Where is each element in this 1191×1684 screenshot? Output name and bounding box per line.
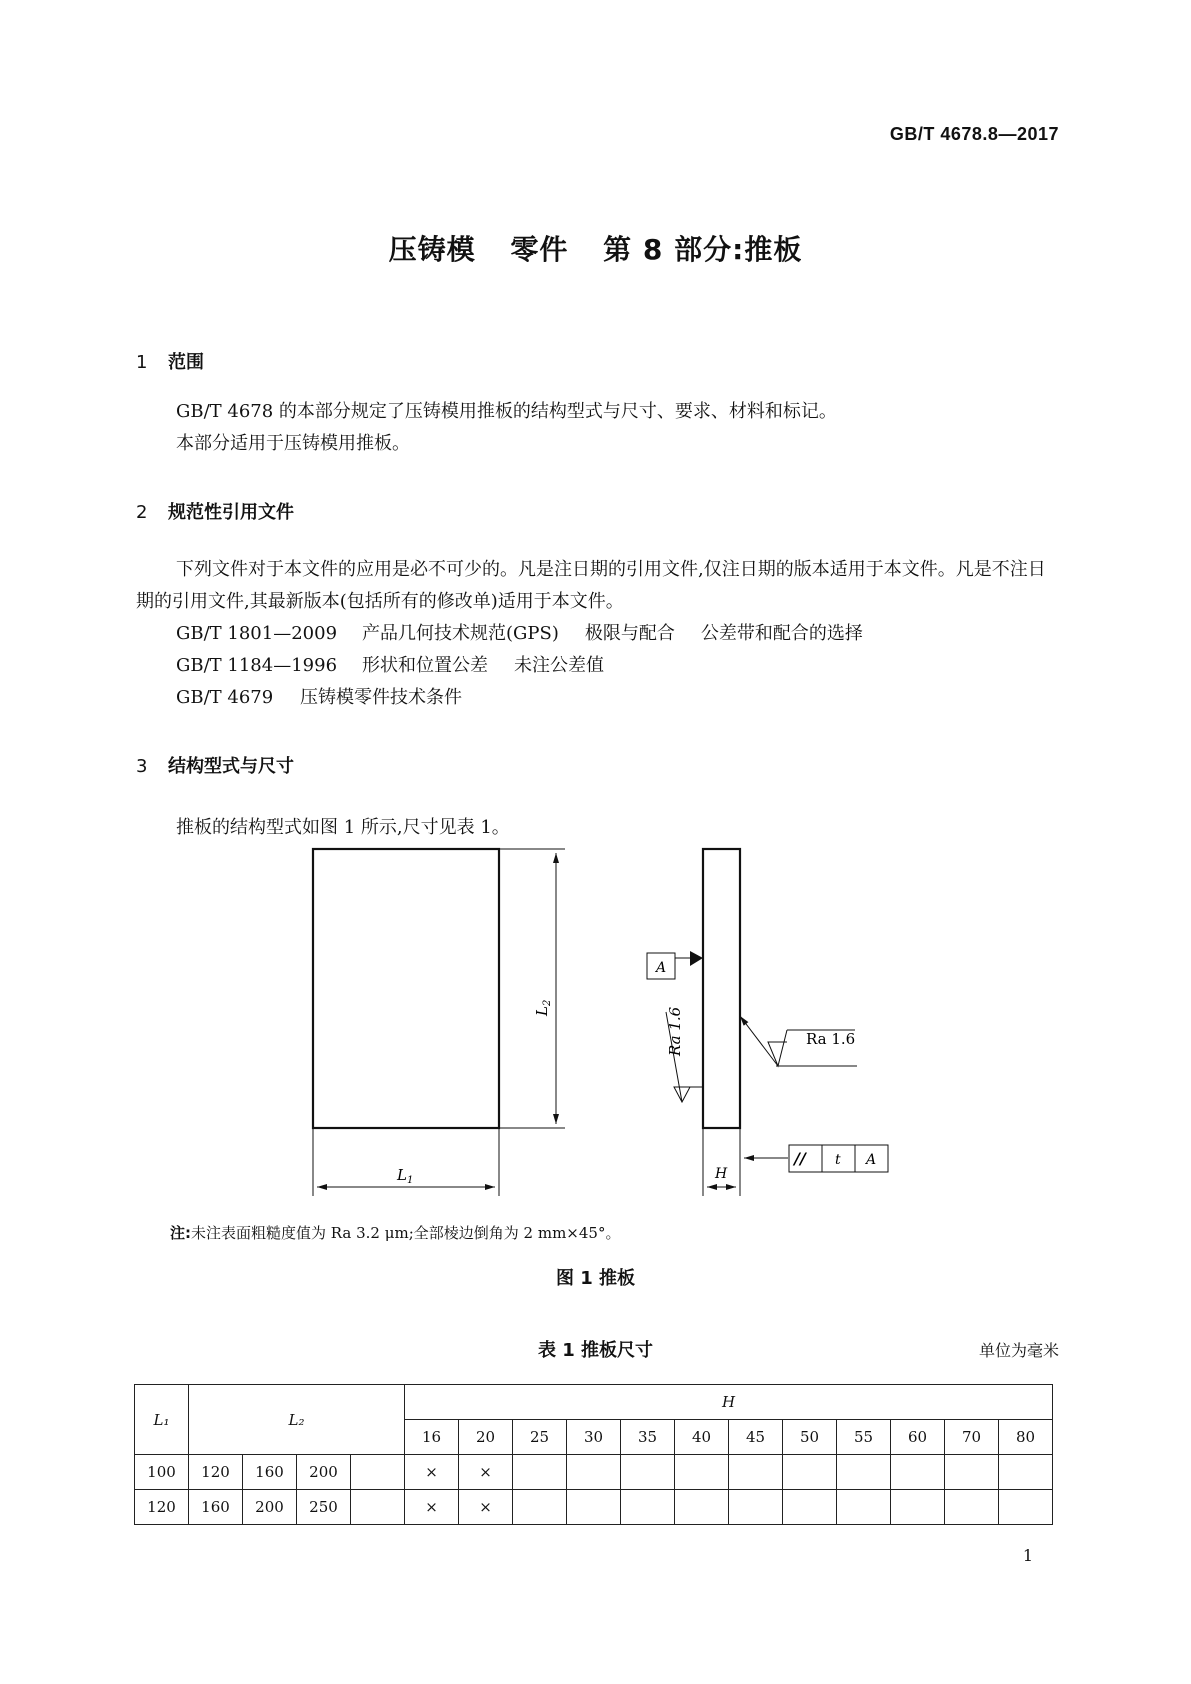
mark-cell bbox=[999, 1455, 1053, 1490]
reference-code: GB/T 4679 bbox=[176, 687, 274, 708]
reference-title: 压铸模零件技术条件 bbox=[300, 687, 462, 708]
mark-cell bbox=[783, 1455, 837, 1490]
h-value: 55 bbox=[837, 1420, 891, 1455]
mark-cell bbox=[945, 1455, 999, 1490]
mark-cell bbox=[783, 1490, 837, 1525]
note-text: 未注表面粗糙度值为 Ra 3.2 μm;全部棱边倒角为 2 mm×45°。 bbox=[191, 1224, 621, 1242]
title-part-2: 零件 bbox=[510, 233, 569, 266]
h-value: 16 bbox=[405, 1420, 459, 1455]
h-value: 35 bbox=[621, 1420, 675, 1455]
title-part-1: 压铸模 bbox=[388, 233, 476, 266]
h-value: 40 bbox=[675, 1420, 729, 1455]
standard-number: GB/T 4678.8—2017 bbox=[889, 124, 1059, 144]
section-title: 范围 bbox=[168, 352, 204, 373]
figure-caption: 图 1 推板 bbox=[555, 1268, 636, 1289]
l2-cell: 200 bbox=[243, 1490, 297, 1525]
dimension-table bbox=[134, 1384, 1053, 1525]
l2-cell: 120 bbox=[189, 1455, 243, 1490]
fcf-datum-label: A bbox=[866, 1152, 877, 1168]
tolerance-label: t bbox=[835, 1152, 841, 1168]
reference-code: GB/T 1184—1996 bbox=[176, 655, 338, 676]
l2-header: L₂ bbox=[189, 1385, 405, 1455]
reference-title: 形状和位置公差 bbox=[362, 655, 488, 676]
front-view-outline bbox=[313, 849, 499, 1128]
mark-cell bbox=[891, 1490, 945, 1525]
mark-cell: × bbox=[405, 1490, 459, 1525]
reference-code: GB/T 1801—2009 bbox=[176, 623, 338, 644]
l1-cell: 120 bbox=[135, 1490, 189, 1525]
l2-cell bbox=[351, 1490, 405, 1525]
h-header: H bbox=[405, 1385, 1053, 1420]
l2-cell: 160 bbox=[243, 1455, 297, 1490]
reference-title: 产品几何技术规范(GPS) bbox=[362, 623, 559, 644]
section-title: 规范性引用文件 bbox=[168, 502, 294, 523]
mark-cell: × bbox=[405, 1455, 459, 1490]
figure-note bbox=[170, 1222, 620, 1243]
section-title: 结构型式与尺寸 bbox=[168, 756, 294, 777]
table-row bbox=[135, 1455, 1053, 1490]
table-header-row bbox=[135, 1385, 1053, 1420]
normative-intro: 下列文件对于本文件的应用是必不可少的。凡是注日期的引用文件,仅注日期的版本适用于本文件。凡是不注日期的引用文件,其最新版本(包括所有的修改单)适用于本文件。 bbox=[136, 559, 1046, 612]
mark-cell bbox=[621, 1490, 675, 1525]
h-value: 30 bbox=[567, 1420, 621, 1455]
datum-triangle bbox=[690, 951, 703, 966]
h-label: H bbox=[715, 1166, 728, 1182]
l2-cell: 160 bbox=[189, 1490, 243, 1525]
mark-cell: × bbox=[459, 1455, 513, 1490]
mark-cell bbox=[513, 1490, 567, 1525]
l2-cell bbox=[351, 1455, 405, 1490]
reference-subtitle-1: 极限与配合 bbox=[584, 623, 675, 644]
h-value: 45 bbox=[729, 1420, 783, 1455]
section-number: 2 bbox=[136, 502, 148, 523]
scope-paragraph-2: 本部分适用于压铸模用推板。 bbox=[176, 433, 410, 454]
mark-cell bbox=[729, 1455, 783, 1490]
mark-cell bbox=[567, 1490, 621, 1525]
l2-label: $L_2$ bbox=[533, 999, 553, 1016]
mark-cell bbox=[729, 1490, 783, 1525]
datum-label: A bbox=[656, 960, 667, 976]
mark-cell bbox=[675, 1490, 729, 1525]
parallelism-symbol: // bbox=[794, 1149, 806, 1168]
mark-cell bbox=[837, 1455, 891, 1490]
mark-cell bbox=[999, 1490, 1053, 1525]
mark-cell: × bbox=[459, 1490, 513, 1525]
mark-cell bbox=[837, 1490, 891, 1525]
l1-label: $L_1$ bbox=[397, 1166, 414, 1186]
h-value: 20 bbox=[459, 1420, 513, 1455]
mark-cell bbox=[675, 1455, 729, 1490]
section-number: 3 bbox=[136, 756, 148, 777]
section-number: 1 bbox=[136, 352, 148, 373]
table-unit: 单位为毫米 bbox=[978, 1341, 1059, 1360]
scope-paragraph-1: GB/T 4678 的本部分规定了压铸模用推板的结构型式与尺寸、要求、材料和标记。 bbox=[176, 401, 837, 422]
table-caption: 表 1 推板尺寸 bbox=[537, 1340, 654, 1361]
title-part-3: 第 8 部分:推板 bbox=[603, 233, 803, 266]
page-number: 1 bbox=[1022, 1546, 1033, 1565]
mark-cell bbox=[621, 1455, 675, 1490]
h-value: 60 bbox=[891, 1420, 945, 1455]
h-value: 50 bbox=[783, 1420, 837, 1455]
reference-subtitle-2: 公差带和配合的选择 bbox=[700, 623, 863, 644]
l1-cell: 100 bbox=[135, 1455, 189, 1490]
structure-paragraph: 推板的结构型式如图 1 所示,尺寸见表 1。 bbox=[176, 817, 510, 838]
l1-header: L₁ bbox=[135, 1385, 189, 1455]
mark-cell bbox=[513, 1455, 567, 1490]
side-view-outline bbox=[703, 849, 740, 1128]
table-row bbox=[135, 1490, 1053, 1525]
roughness-label-left: Ra 1.6 bbox=[666, 1006, 684, 1056]
l2-cell: 200 bbox=[297, 1455, 351, 1490]
h-value: 25 bbox=[513, 1420, 567, 1455]
l2-cell: 250 bbox=[297, 1490, 351, 1525]
mark-cell bbox=[945, 1490, 999, 1525]
roughness-label-right: Ra 1.6 bbox=[806, 1030, 856, 1048]
h-value: 80 bbox=[999, 1420, 1053, 1455]
note-label: 注: bbox=[170, 1224, 191, 1242]
reference-subtitle-1: 未注公差值 bbox=[514, 655, 604, 676]
mark-cell bbox=[567, 1455, 621, 1490]
mark-cell bbox=[891, 1455, 945, 1490]
h-value: 70 bbox=[945, 1420, 999, 1455]
